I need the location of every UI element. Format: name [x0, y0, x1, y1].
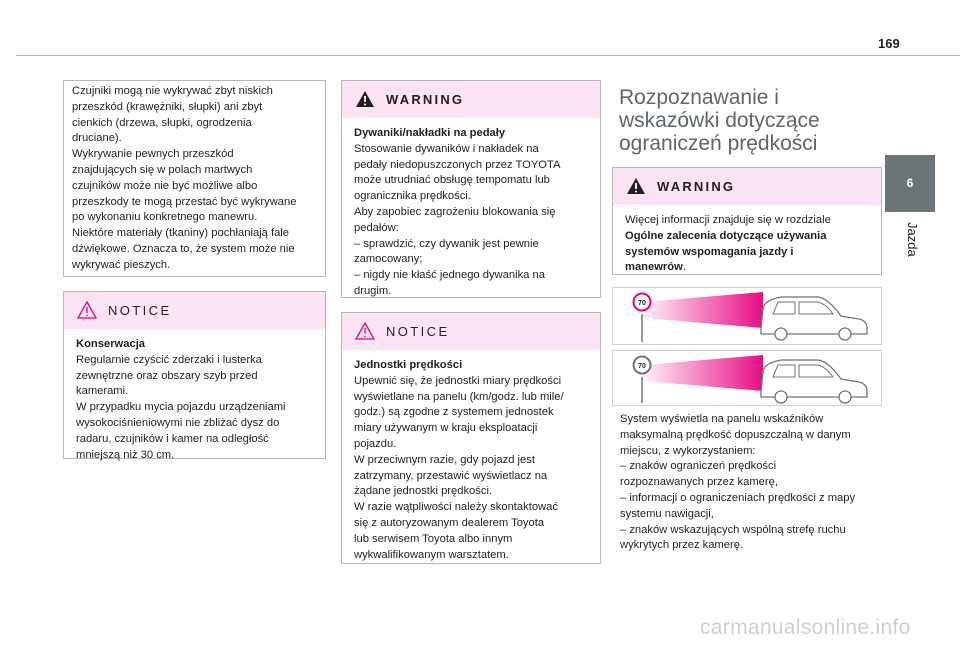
text-line: pedałów:: [354, 221, 399, 234]
text-line: System wyświetla na panelu wskaźników: [620, 413, 824, 425]
text-line: pedały niedopuszczonych przez TOYOTA: [354, 158, 561, 171]
text-line: – znaków wskazujących wspólną strefę ruchu: [620, 523, 846, 536]
warning-label: WARNING: [386, 92, 465, 107]
car-icon: [761, 360, 867, 403]
text-line: wykrywać pieszych.: [72, 258, 171, 271]
caution-outline-icon: [355, 322, 375, 340]
warning-header: [613, 168, 881, 205]
text-line: po wykonaniu konkretnego manewru.: [72, 211, 258, 224]
text-line: W razie wątpliwości należy skontaktować: [354, 501, 558, 514]
chapter-reference: manewrów: [625, 261, 683, 274]
watermark: carmanualsonline.info: [700, 616, 911, 639]
warning-header: [342, 81, 600, 118]
notice-title: Konserwacja: [76, 338, 146, 350]
chapter-reference: Ogólne zalecenia dotyczące używania: [625, 229, 827, 242]
text-line: Regularnie czyścić zderzaki i lusterka: [76, 353, 262, 366]
page-number: 169: [878, 36, 900, 51]
text-line: cienkich (drzewa, słupki, ogrodzenia: [72, 116, 252, 129]
chapter-reference: systemów wspomagania jazdy i: [625, 245, 794, 258]
sign-text: 70: [638, 363, 646, 370]
text-line: zatrzymany, przestawić wyświetlacz na: [354, 469, 548, 482]
heading-line: wskazówki dotyczące: [619, 109, 820, 132]
text-line: może utrudniać obsługę tempomatu lub: [354, 174, 550, 187]
text-line: W przypadku mycia pojazdu urządzeniami: [76, 401, 286, 414]
text-line: radaru, czujników i kamer na odległość: [76, 432, 269, 445]
text-line: zamocowany;: [354, 253, 423, 266]
text-line: przeszkód (krawężniki, słupki) ani zbyt: [72, 100, 263, 113]
text-line: systemu nawigacji,: [620, 507, 714, 520]
text-line: – informacji o ograniczeniach prędkości z mapy: [620, 491, 856, 504]
text-line: żądane jednostki prędkości.: [354, 485, 493, 498]
text-line: – nigdy nie kłaść jednego dywanika na: [354, 269, 545, 282]
text-line: miary używanym w kraju eksploatacji: [354, 422, 538, 435]
warning-label: WARNING: [657, 179, 736, 194]
text-line: lub serwisem Toyota albo innym: [354, 532, 513, 545]
text-line: rozpoznawanych przez kamerę,: [620, 476, 778, 489]
text-line: mniejszą niż 30 cm.: [76, 448, 175, 461]
notice-label: NOTICE: [386, 324, 450, 339]
text-end: .: [682, 261, 686, 274]
sign-recognition-graphic: [613, 351, 881, 405]
speed-units-notice-box: [341, 312, 601, 564]
text-line: Stosowanie dywaników i nakładek na: [354, 142, 539, 155]
notice-header: [64, 292, 325, 329]
text-line: miejscu, z wykorzystaniem:: [620, 444, 756, 457]
speed-sign-illustration-2: [612, 350, 882, 406]
heading-line: Rozpoznawanie i: [619, 86, 779, 109]
text-line: pojazdu.: [354, 437, 397, 450]
text-line: godz.) są zgodne z systemem jednostek: [354, 406, 554, 419]
sign-recognition-graphic: [613, 288, 881, 344]
text-line: się z autoryzowanym dealerem Toyota: [354, 516, 545, 529]
text-line: kamerami.: [76, 385, 129, 398]
text-line: wykrytych przez kamerę.: [620, 539, 744, 552]
text-line: druciane).: [72, 132, 122, 145]
text-line: Więcej informacji znajduje się w rozdziale: [625, 214, 831, 226]
driving-assist-warning-box: [612, 167, 882, 275]
warning-triangle-icon: [355, 90, 375, 108]
warning-title: Dywaniki/nakładki na pedały: [354, 127, 506, 139]
notice-body: [342, 350, 600, 563]
car-icon: [761, 297, 867, 340]
warning-triangle-icon: [626, 177, 646, 195]
text-line: dźwiękowe. Oznacza to, że system może nie: [72, 242, 295, 255]
sign-text: 70: [638, 300, 646, 307]
text-line: ogranicznika prędkości.: [354, 190, 471, 203]
text-line: przeszkody te mogą przestać być wykrywane: [72, 195, 297, 208]
text-line: zewnętrzne oraz obszary szyb przed: [76, 369, 258, 382]
speed-info-text: [620, 412, 882, 554]
text-line: Niektóre materiały (tkaniny) pochłaniają fale: [72, 227, 290, 240]
sensor-limitations-box: [63, 80, 326, 277]
text-line: – znaków ograniczeń prędkości: [620, 460, 777, 473]
text-line: – sprawdzić, czy dywanik jest pewnie: [354, 237, 539, 250]
notice-body: [64, 329, 325, 463]
text-line: znajdujących się w polach martwych: [72, 163, 253, 176]
text-line: czujników może nie być możliwe albo: [72, 179, 258, 192]
notice-header: [342, 313, 600, 350]
chapter-label: Jazda: [905, 222, 920, 257]
text-line: wysokociśnieniowymi nie zbliżać dysz do: [76, 416, 280, 429]
maintenance-notice-box: [63, 291, 326, 459]
text-line: maksymalną prędkość dopuszczalną w danym: [620, 428, 851, 441]
text-line: wyświetlane na panelu (km/godz. lub mile/: [354, 390, 564, 403]
notice-title: Jednostki prędkości: [354, 359, 463, 371]
speed-sign-illustration-1: [612, 287, 882, 345]
text-line: Wykrywanie pewnych przeszkód: [72, 148, 234, 161]
caution-outline-icon: [77, 301, 97, 319]
text-line: Czujniki mogą nie wykrywać zbyt niskich: [72, 85, 273, 97]
text-line: wykwalifikowanym warsztatem.: [354, 548, 509, 561]
text-line: drugim.: [354, 284, 392, 297]
warning-body: [342, 118, 600, 300]
heading-line: ograniczeń prędkości: [619, 132, 818, 155]
text-line: Aby zapobiec zagrożeniu blokowania się: [354, 205, 556, 218]
section-heading: [619, 86, 869, 155]
text-line: W przeciwnym razie, gdy pojazd jest: [354, 453, 535, 466]
pedal-mats-warning-box: [341, 80, 601, 298]
chapter-tab[interactable]: 6: [885, 155, 935, 212]
text-line: Upewnić się, że jednostki miary prędkości: [354, 374, 562, 387]
notice-label: NOTICE: [108, 303, 172, 318]
warning-body: [613, 205, 881, 276]
header-rule: [16, 55, 960, 56]
